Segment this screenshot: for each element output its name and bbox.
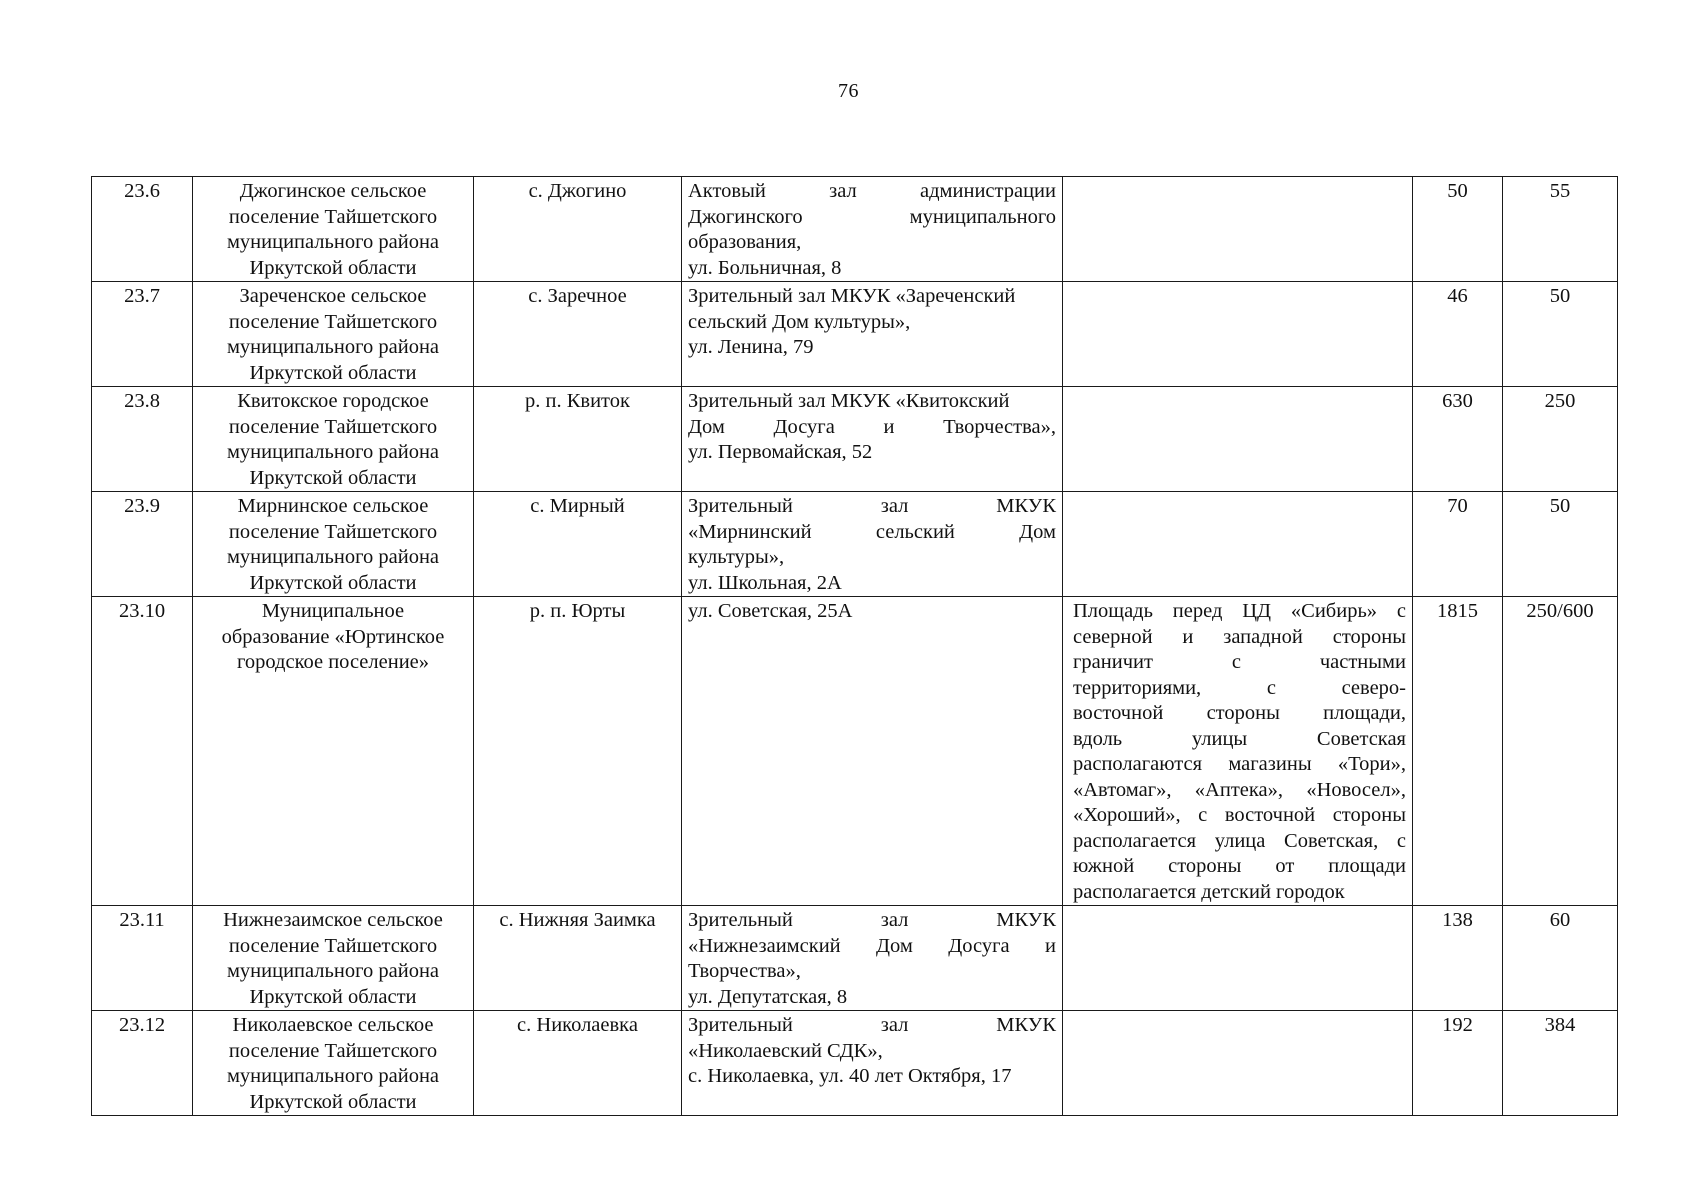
municipality-cell — [193, 282, 474, 387]
table-row — [92, 387, 1618, 492]
municipality-line: образование «Юртинское — [221, 625, 445, 648]
locality-cell: с. Заречное — [474, 282, 682, 387]
description-line: располагается детский городок — [1073, 880, 1345, 903]
venue-line: ул. Депутатская, 8 — [688, 985, 848, 1008]
value-area-cell: 192 — [1413, 1011, 1503, 1116]
value-area-cell: 50 — [1413, 177, 1503, 282]
row-number: 23.6 — [92, 177, 193, 282]
description-line: южной стороны от площади — [1073, 855, 1406, 877]
value-area-cell: 630 — [1413, 387, 1503, 492]
municipality-line: Иркутской области — [249, 1090, 417, 1113]
venue-line: образования, — [688, 231, 802, 253]
venue-line: «Николаевский СДК», — [688, 1039, 883, 1062]
table-row — [92, 492, 1618, 597]
venue-line: Джогинского муниципального — [688, 205, 1056, 228]
locality-cell: с. Мирный — [474, 492, 682, 597]
description-cell — [1063, 1011, 1413, 1116]
value-capacity-cell: 55 — [1503, 177, 1618, 282]
municipality-line: Иркутской области — [249, 985, 417, 1008]
row-number: 23.10 — [92, 597, 193, 906]
municipality-cell — [193, 597, 474, 906]
venue-line: Зрительный зал МКУК — [688, 495, 1056, 517]
table-body — [92, 177, 1618, 1116]
description-line: «Хороший», с восточной стороны — [1073, 804, 1406, 826]
venue-line: сельский Дом культуры», — [688, 310, 911, 333]
description-line: северной и западной стороны — [1073, 625, 1406, 648]
row-number: 23.8 — [92, 387, 193, 492]
municipality-line: городское поселение» — [236, 651, 430, 673]
page-number: 76 — [838, 80, 859, 102]
description-cell — [1063, 387, 1413, 492]
municipality-cell — [193, 1011, 474, 1116]
municipality-line: поселение Тайшетского — [228, 310, 438, 333]
venue-line: ул. Советская, 25А — [688, 600, 853, 622]
venue-line: Зрительный зал МКУК — [688, 909, 1056, 931]
table-row — [92, 597, 1618, 906]
municipality-line: Николаевское сельское — [232, 1014, 434, 1036]
municipality-line: поселение Тайшетского — [228, 520, 438, 543]
venue-line: «Мирнинский сельский Дом — [688, 520, 1056, 543]
description-cell — [1063, 177, 1413, 282]
municipality-line: муниципального района — [226, 231, 440, 253]
value-area-cell: 138 — [1413, 906, 1503, 1011]
locality-cell: р. п. Юрты — [474, 597, 682, 906]
value-area-cell: 1815 — [1413, 597, 1503, 906]
municipality-line: Зареченское сельское — [239, 285, 427, 307]
value-capacity-cell: 250/600 — [1503, 597, 1618, 906]
row-number: 23.11 — [92, 906, 193, 1011]
row-number: 23.12 — [92, 1011, 193, 1116]
venue-cell — [682, 177, 1063, 282]
venue-line: ул. Школьная, 2А — [688, 571, 842, 594]
venue-line: Зрительный зал МКУК — [688, 1014, 1056, 1036]
municipality-line: Иркутской области — [249, 361, 417, 384]
municipality-line: муниципального района — [226, 546, 440, 568]
venue-cell — [682, 387, 1063, 492]
venue-line: ул. Ленина, 79 — [688, 336, 814, 358]
description-line: располагаются магазины «Тори», — [1073, 753, 1406, 775]
row-number: 23.9 — [92, 492, 193, 597]
description-cell — [1063, 282, 1413, 387]
value-capacity-cell: 50 — [1503, 492, 1618, 597]
value-area-cell: 46 — [1413, 282, 1503, 387]
description-cell — [1063, 597, 1413, 906]
municipality-line: Иркутской области — [249, 466, 417, 489]
description-line: граничит с частными — [1073, 651, 1406, 673]
table-row — [92, 177, 1618, 282]
value-capacity-cell: 250 — [1503, 387, 1618, 492]
description-cell — [1063, 492, 1413, 597]
venues-table — [91, 176, 1618, 1116]
municipality-line: муниципального района — [226, 1065, 440, 1087]
municipality-line: муниципального района — [226, 960, 440, 982]
description-line: восточной стороны площади, — [1073, 702, 1406, 724]
venue-line: Дом Досуга и Творчества», — [688, 415, 1056, 438]
table-row — [92, 1011, 1618, 1116]
venue-line: ул. Больничная, 8 — [688, 256, 842, 279]
description-line: Площадь перед ЦД «Сибирь» с — [1073, 600, 1406, 622]
municipality-cell — [193, 177, 474, 282]
value-capacity-cell: 50 — [1503, 282, 1618, 387]
venue-cell — [682, 1011, 1063, 1116]
table-row — [92, 282, 1618, 387]
municipality-line: Джогинское сельское — [239, 180, 427, 202]
venue-cell — [682, 597, 1063, 906]
municipality-line: Иркутской области — [249, 256, 417, 279]
description-line: вдоль улицы Советская — [1073, 727, 1406, 750]
venue-cell — [682, 906, 1063, 1011]
municipality-line: Муниципальное — [261, 600, 405, 622]
municipality-cell — [193, 906, 474, 1011]
municipality-line: поселение Тайшетского — [228, 1039, 438, 1062]
municipality-line: поселение Тайшетского — [228, 934, 438, 957]
municipality-line: Нижнезаимское сельское — [223, 909, 443, 931]
venue-cell — [682, 492, 1063, 597]
locality-cell: р. п. Квиток — [474, 387, 682, 492]
municipality-cell — [193, 492, 474, 597]
locality-cell: с. Джогино — [474, 177, 682, 282]
venue-line: культуры», — [688, 546, 785, 568]
municipality-line: муниципального района — [226, 336, 440, 358]
table-row — [92, 906, 1618, 1011]
venue-line: Актовый зал администрации — [688, 180, 1056, 202]
row-number: 23.7 — [92, 282, 193, 387]
locality-cell: с. Нижняя Заимка — [474, 906, 682, 1011]
municipality-cell — [193, 387, 474, 492]
venue-line: Зрительный зал МКУК «Зареченский — [688, 285, 1016, 307]
venue-line: с. Николаевка, ул. 40 лет Октября, 17 — [688, 1065, 1012, 1087]
municipality-line: поселение Тайшетского — [228, 415, 438, 438]
municipality-line: муниципального района — [226, 441, 440, 463]
venue-line: «Нижнезаимский Дом Досуга и — [688, 934, 1056, 957]
municipality-line: Иркутской области — [249, 571, 417, 594]
municipality-line: Квитокское городское — [237, 390, 429, 412]
venue-line: ул. Первомайская, 52 — [688, 441, 873, 463]
value-capacity-cell: 384 — [1503, 1011, 1618, 1116]
municipality-line: Мирнинское сельское — [237, 495, 429, 517]
description-line: располагается улица Советская, с — [1073, 829, 1406, 852]
locality-cell: с. Николаевка — [474, 1011, 682, 1116]
description-line: «Автомаг», «Аптека», «Новосел», — [1073, 778, 1406, 801]
value-capacity-cell: 60 — [1503, 906, 1618, 1011]
municipality-line: поселение Тайшетского — [228, 205, 438, 228]
value-area-cell: 70 — [1413, 492, 1503, 597]
venue-cell — [682, 282, 1063, 387]
description-line: территориями, с северо- — [1073, 676, 1406, 699]
venue-line: Зрительный зал МКУК «Квитокский — [688, 390, 1010, 412]
description-cell — [1063, 906, 1413, 1011]
venue-line: Творчества», — [688, 960, 801, 982]
